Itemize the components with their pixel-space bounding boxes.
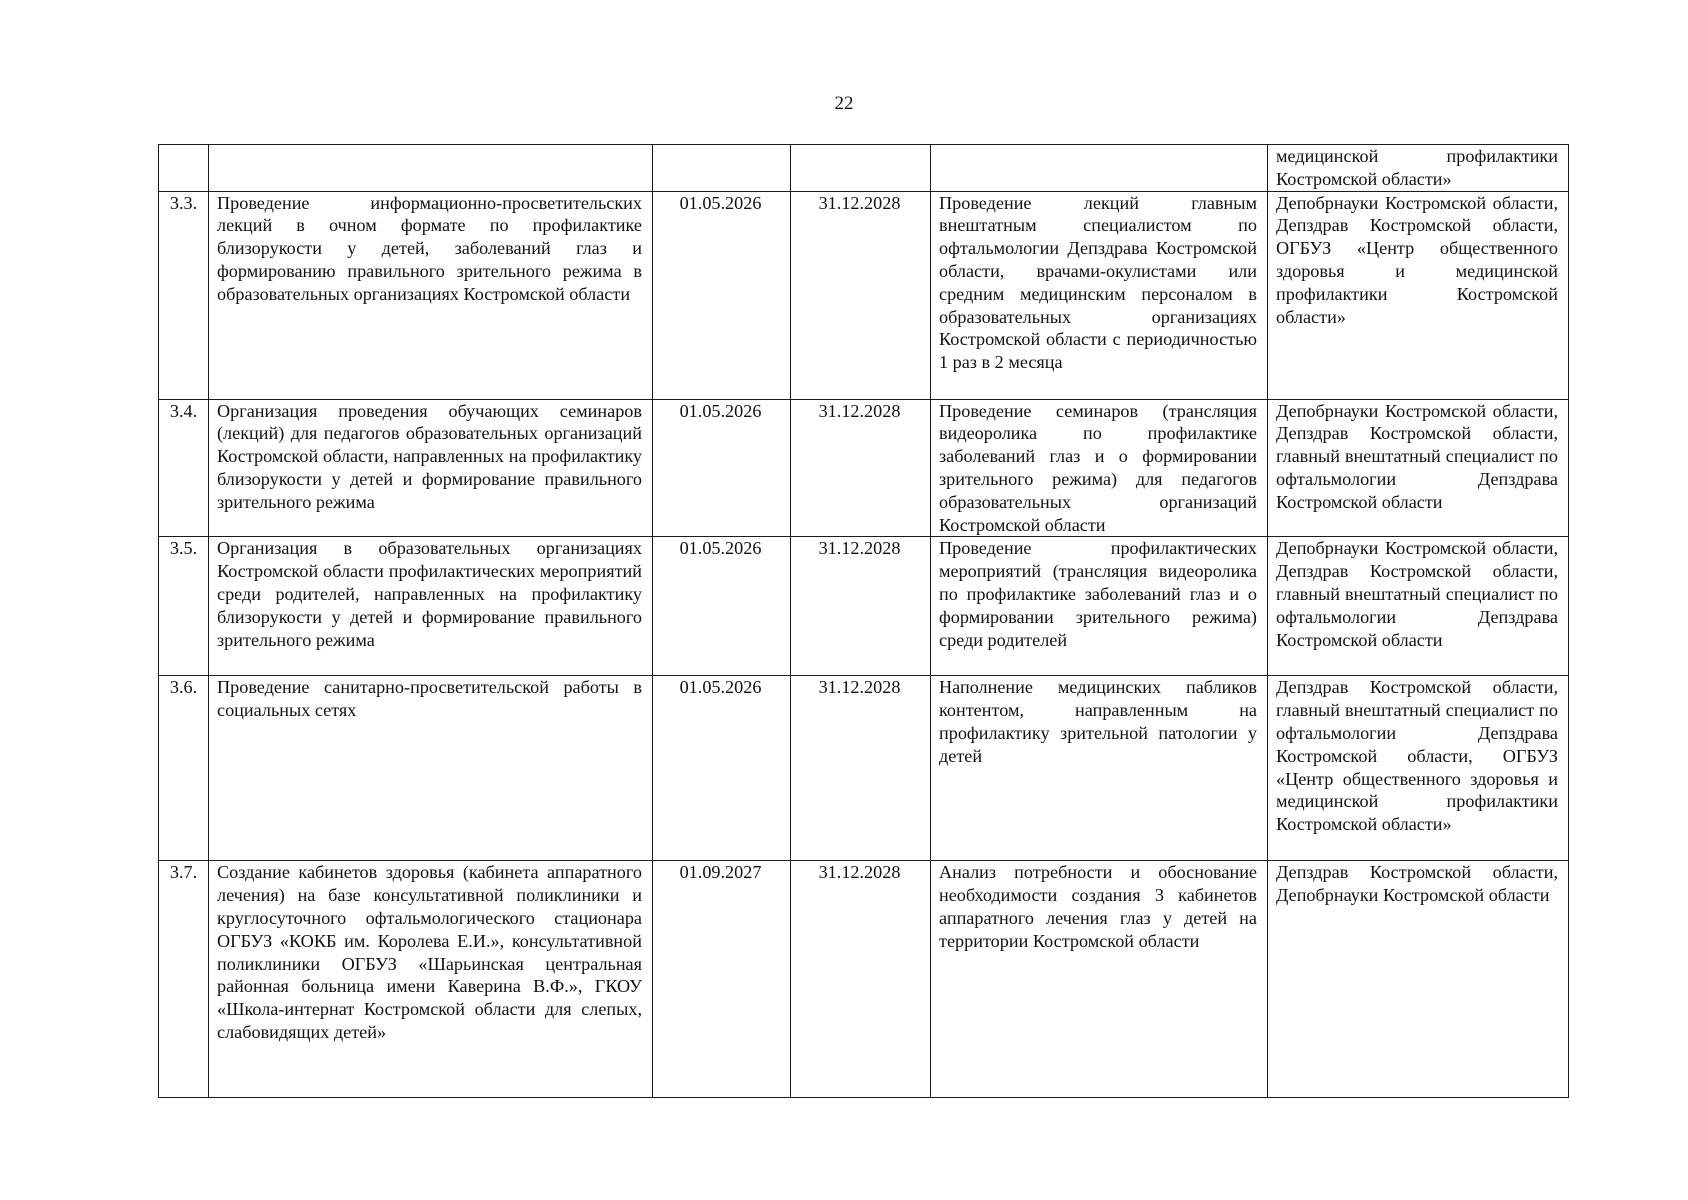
cell-activity: Организация проведения обучающих семинаров (лекций) для педагогов образовательных организаций Костромской области, направленных на профилактику близорукости у детей и формирование правильного зрительного режима [209,399,653,537]
cell-empty [209,145,653,192]
cell-start-date: 01.05.2026 [653,537,791,676]
cell-empty [653,145,791,192]
cell-start-date: 01.05.2026 [653,191,791,399]
cell-activity: Организация в образовательных организациях Костромской области профилактических мероприятий среди родителей, направленных на профилактику близорукости у детей и формирование правильного зрительного режима [209,537,653,676]
cell-end-date: 31.12.2028 [791,537,931,676]
cell-empty [159,145,209,192]
page-number: 22 [834,93,854,114]
cell-number: 3.3. [159,191,209,399]
table-row [159,861,1569,1098]
cell-result: Анализ потребности и обоснование необходимости создания 3 кабинетов аппаратного лечения глаз у детей на территории Костромской области [931,861,1268,1098]
cell-start-date: 01.05.2026 [653,676,791,861]
cell-activity: Создание кабинетов здоровья (кабинета аппаратного лечения) на базе консультативной поликлиники и круглосуточного офтальмологического стационара ОГБУЗ «КОКБ им. Королева Е.И.», консультативной поликлиники ОГБУЗ «Шарьинская центральная районная больница имени Каверина В.Ф.», ГКОУ «Школа-интернат Костромской области для слепых, слабовидящих детей» [209,861,653,1098]
cell-end-date: 31.12.2028 [791,191,931,399]
cell-start-date: 01.09.2027 [653,861,791,1098]
cell-activity: Проведение информационно-просветительских лекций в очном формате по профилактике близорукости у детей, заболеваний глаз и формированию правильного зрительного режима в образовательных организациях Костромской области [209,191,653,399]
cell-responsible: Депобрнауки Костромской области, Депздрав Костромской области, главный внештатный специалист по офтальмологии Депздрава Костромской области [1268,537,1569,676]
cell-responsible: Депобрнауки Костромской области, Депздрав Костромской области, главный внештатный специалист по офтальмологии Депздрава Костромской области [1268,399,1569,537]
table-row [159,191,1569,399]
cell-number: 3.4. [159,399,209,537]
cell-empty [791,145,931,192]
cell-responsible: медицинской профилактики Костромской области» [1268,145,1569,192]
cell-responsible: Депздрав Костромской области, главный внештатный специалист по офтальмологии Депздрава Костромской области, ОГБУЗ «Центр общественного здоровья и медицинской профилактики Костромской области» [1268,676,1569,861]
cell-result: Проведение семинаров (трансляция видеоролика по профилактике заболеваний глаз и о формировании зрительного режима) для педагогов образовательных организаций Костромской области [931,399,1268,537]
cell-start-date: 01.05.2026 [653,399,791,537]
cell-responsible: Депобрнауки Костромской области, Депздрав Костромской области, ОГБУЗ «Центр общественного здоровья и медицинской профилактики Костромской области» [1268,191,1569,399]
cell-result: Проведение лекций главным внештатным специалистом по офтальмологии Депздрава Костромской области, врачами-окулистами или средним медицинским персоналом в образовательных организациях Костромской области с периодичностью 1 раз в 2 месяца [931,191,1268,399]
cell-end-date: 31.12.2028 [791,676,931,861]
cell-number: 3.5. [159,537,209,676]
cell-activity: Проведение санитарно-просветительской работы в социальных сетях [209,676,653,861]
cell-result: Наполнение медицинских пабликов контентом, направленным на профилактику зрительной патологии у детей [931,676,1268,861]
table-row-continuation [159,145,1569,192]
cell-number: 3.7. [159,861,209,1098]
cell-result: Проведение профилактических мероприятий (трансляция видеоролика по профилактике заболеваний глаз и о формировании зрительного режима) среди родителей [931,537,1268,676]
plan-table [158,144,1569,1098]
cell-empty [931,145,1268,192]
table-row [159,399,1569,537]
table-row [159,537,1569,676]
cell-end-date: 31.12.2028 [791,861,931,1098]
table-row [159,676,1569,861]
cell-end-date: 31.12.2028 [791,399,931,537]
cell-number: 3.6. [159,676,209,861]
cell-responsible: Депздрав Костромской области, Депобрнауки Костромской области [1268,861,1569,1098]
